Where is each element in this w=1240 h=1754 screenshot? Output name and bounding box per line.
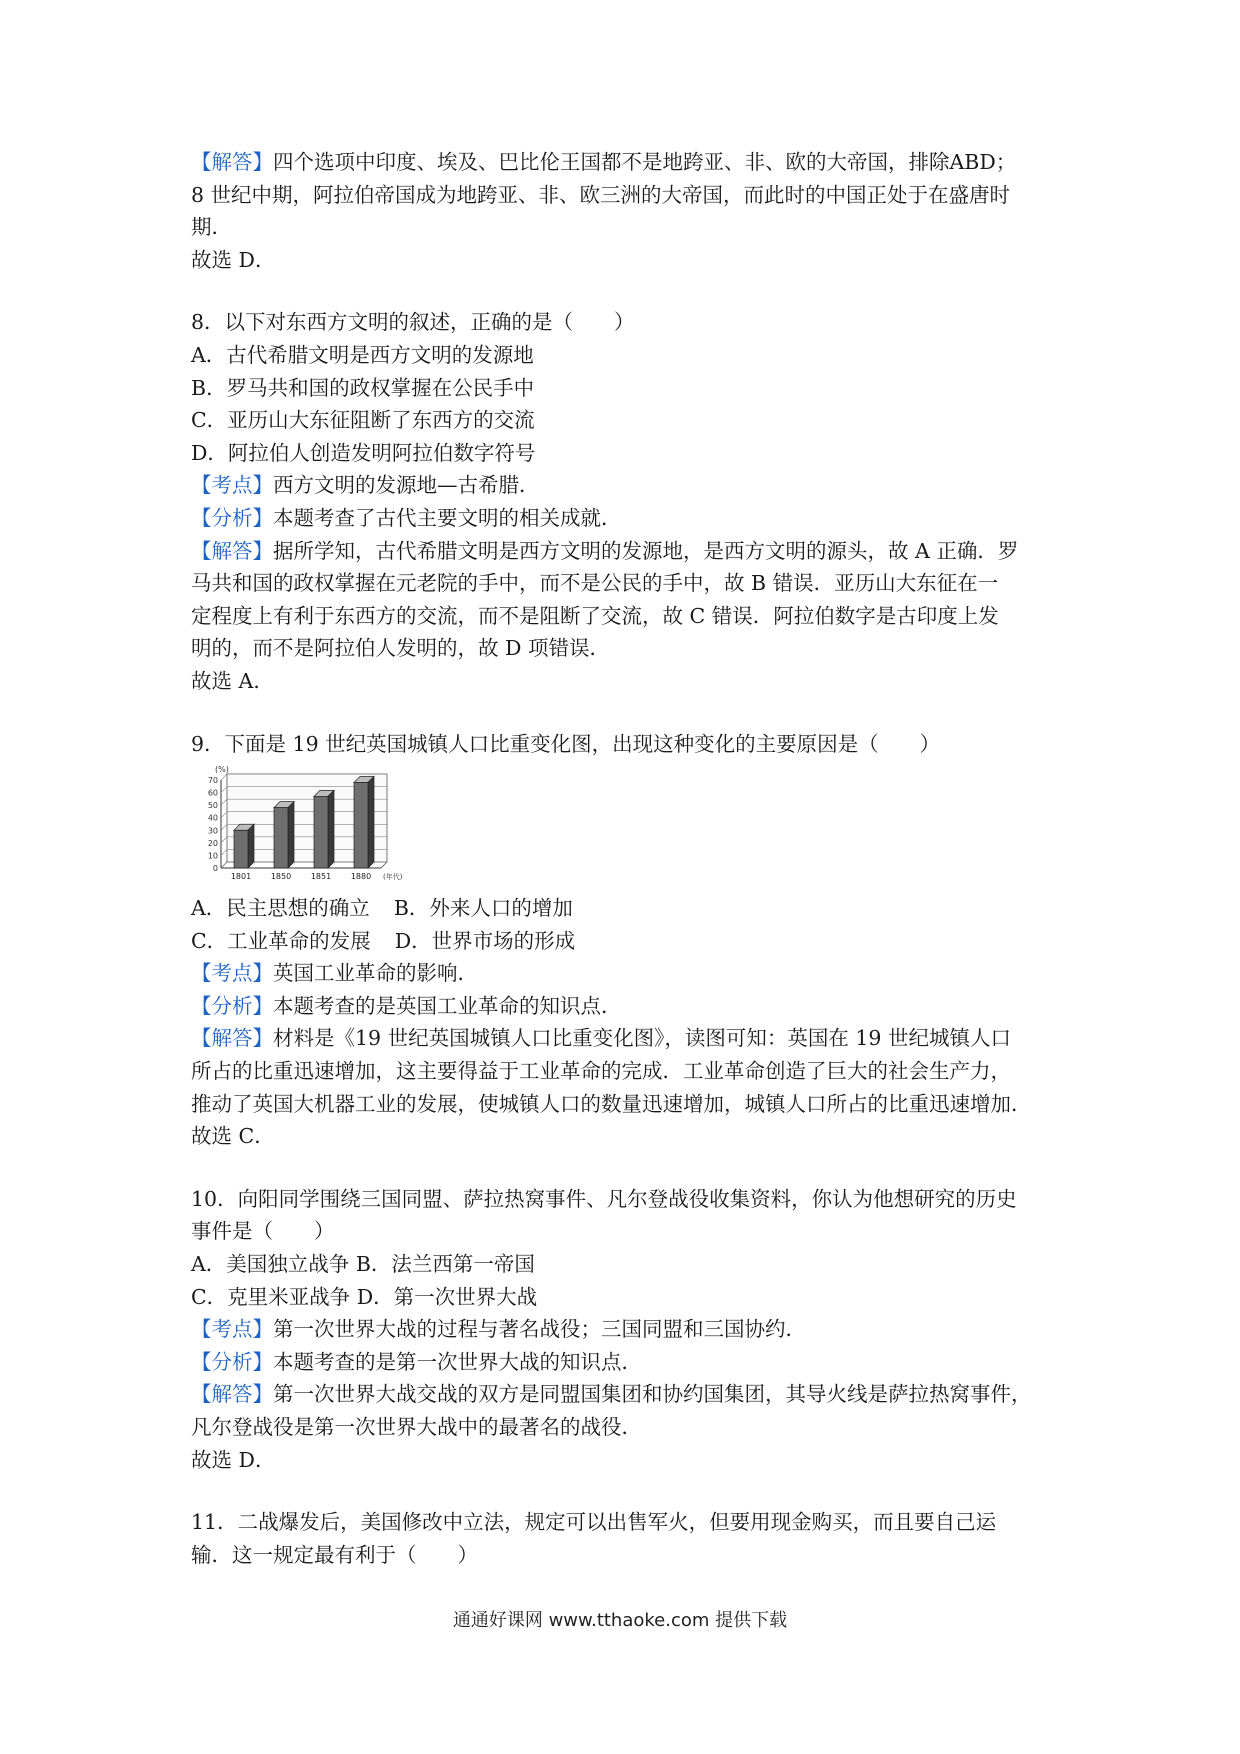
q8-fenxi: 【分析】本题考查了古代主要文明的相关成就． bbox=[191, 505, 622, 530]
q11-question-line-2: 输．这一规定最有利于（ ） bbox=[191, 1542, 478, 1567]
chart-svg bbox=[191, 764, 411, 886]
q8-option-c: C．亚历山大东征阻断了东西方的交流 bbox=[191, 408, 535, 433]
q8-answer-line-2: 马共和国的政权掌握在元老院的手中，而不是公民的手中，故 B 错误．亚历山大东征在一 bbox=[191, 571, 999, 596]
y-tick-label: 0 bbox=[212, 864, 218, 874]
y-tick-label: 30 bbox=[207, 826, 218, 836]
fenxi-tag: 【分析】 bbox=[191, 1349, 273, 1374]
gridline bbox=[221, 812, 227, 818]
bar bbox=[234, 830, 248, 868]
q8-answer-line-1: 【解答】据所学知，古代希腊文明是西方文明的发源地，是西方文明的源头，故 A 正确．罗 bbox=[191, 538, 1019, 563]
fenxi-tag: 【分析】 bbox=[191, 993, 273, 1018]
gridline bbox=[221, 850, 227, 856]
q10-question-line-2: 事件是（ ） bbox=[191, 1219, 335, 1244]
page-footer: 通通好课网 www.tthaoke.com 提供下载 bbox=[452, 1610, 788, 1631]
q9-answer-line-3: 推动了英国大机器工业的发展，使城镇人口的数量迅速增加，城镇人口所占的比重迅速增加． bbox=[191, 1091, 1032, 1116]
q9-option-d: D．世界市场的形成 bbox=[394, 928, 576, 953]
q10-options-row-1: A．美国独立战争 B．法兰西第一帝国 bbox=[191, 1252, 535, 1277]
kaodian-tag: 【考点】 bbox=[191, 473, 273, 498]
q7-answer-line-1: 【解答】四个选项中印度、埃及、巴比伦王国都不是地跨亚、非、欧的大帝国，排除ABD； bbox=[191, 150, 1017, 174]
q8-choice: 故选 A． bbox=[191, 668, 274, 693]
x-tick-label: 1880 bbox=[350, 872, 372, 882]
q9-option-c: C．工业革命的发展 bbox=[191, 928, 371, 953]
q8-option-a: A．古代希腊文明是西方文明的发源地 bbox=[191, 342, 534, 367]
gridline bbox=[221, 862, 227, 868]
q9-option-a: A．民主思想的确立 bbox=[191, 896, 370, 921]
gridline bbox=[221, 824, 227, 830]
q7-choice: 故选 D． bbox=[191, 247, 276, 272]
bar bbox=[354, 783, 368, 868]
y-tick-label: 40 bbox=[207, 813, 218, 823]
page-content bbox=[191, 146, 1061, 1571]
x-tick-label: 1850 bbox=[270, 872, 292, 882]
q10-question-line-1: 10．向阳同学围绕三国同盟、萨拉热窝事件、凡尔登战役收集资料，你认为他想研究的历史 bbox=[191, 1186, 1017, 1211]
kaodian-tag: 【考点】 bbox=[191, 1317, 273, 1342]
q9-option-b: B．外来人口的增加 bbox=[393, 896, 573, 921]
fenxi-tag: 【分析】 bbox=[191, 505, 273, 530]
q8-option-d: D．阿拉伯人创造发明阿拉伯数字符号 bbox=[191, 440, 536, 465]
q9-answer-line-1: 【解答】材料是《19 世纪英国城镇人口比重变化图》，读图可知：英国在 19 世纪城镇人口 bbox=[191, 1026, 1011, 1051]
kaodian-tag: 【考点】 bbox=[191, 961, 273, 986]
q8-answer-line-3: 定程度上有利于东西方的交流，而不是阻断了交流，故 C 错误．阿拉伯数字是古印度上发 bbox=[191, 603, 999, 628]
y-tick-label: 50 bbox=[207, 801, 218, 811]
gridline bbox=[221, 799, 227, 805]
x-tick-label: 1851 bbox=[310, 872, 332, 882]
q9-options-row-1 bbox=[191, 892, 1061, 925]
x-tick-label: 1801 bbox=[230, 872, 252, 882]
y-axis-label: (%) bbox=[215, 765, 229, 775]
q8-question: 8．以下对东西方文明的叙述，正确的是（ ） bbox=[191, 310, 635, 335]
q9-question: 9．下面是 19 世纪英国城镇人口比重变化图，出现这种变化的主要原因是（ ） bbox=[191, 731, 941, 756]
y-tick-label: 10 bbox=[207, 851, 218, 861]
q11-question-line-1: 11．二战爆发后，美国修改中立法，规定可以出售军火，但要用现金购买，而且要自己运 bbox=[191, 1510, 997, 1535]
q8-option-b: B．罗马共和国的政权掌握在公民手中 bbox=[191, 375, 535, 400]
answer-tag: 【解答】 bbox=[191, 150, 273, 174]
q9-answer-line-2: 所占的比重迅速增加，这主要得益于工业革命的完成．工业革命创造了巨大的社会生产力， bbox=[191, 1059, 1011, 1084]
y-tick-label: 70 bbox=[207, 776, 218, 786]
bar-side bbox=[328, 790, 334, 868]
q10-kaodian: 【考点】第一次世界大战的过程与著名战役；三国同盟和三国协约． bbox=[191, 1317, 806, 1342]
q10-options-row-2: C．克里米亚战争 D．第一次世界大战 bbox=[191, 1284, 538, 1309]
q9-kaodian: 【考点】英国工业革命的影响． bbox=[191, 961, 478, 986]
q9-options-row-2 bbox=[191, 925, 1061, 958]
x-axis-label: (年代) bbox=[383, 873, 403, 882]
bar-side bbox=[288, 802, 294, 868]
q9-choice: 故选 C． bbox=[191, 1124, 275, 1149]
q8-answer-line-4: 明的，而不是阿拉伯人发明的，故 D 项错误． bbox=[191, 636, 610, 661]
bar bbox=[314, 796, 328, 868]
q7-answer-line-2: 8 世纪中期，阿拉伯帝国成为地跨亚、非、欧三洲的大帝国，而此时的中国正处于在盛唐时 bbox=[191, 182, 1011, 207]
answer-tag: 【解答】 bbox=[191, 1382, 273, 1407]
bar-side bbox=[248, 824, 254, 868]
urban-population-chart bbox=[191, 764, 411, 886]
answer-tag: 【解答】 bbox=[191, 538, 273, 563]
bar-side bbox=[368, 777, 374, 868]
answer-tag: 【解答】 bbox=[191, 1026, 273, 1051]
gridline bbox=[221, 774, 227, 780]
q7-answer-line-3: 期． bbox=[191, 215, 232, 240]
y-tick-label: 60 bbox=[207, 788, 218, 798]
q10-answer-line-1: 【解答】第一次世界大战交战的双方是同盟国集团和协约国集团，其导火线是萨拉热窝事件， bbox=[191, 1382, 1032, 1407]
q10-fenxi: 【分析】本题考查的是第一次世界大战的知识点． bbox=[191, 1349, 642, 1374]
q10-answer-line-2: 凡尔登战役是第一次世界大战中的最著名的战役． bbox=[191, 1415, 642, 1439]
gridline bbox=[221, 837, 227, 843]
q9-fenxi: 【分析】本题考查的是英国工业革命的知识点． bbox=[191, 993, 622, 1018]
q10-choice: 故选 D． bbox=[191, 1447, 276, 1472]
q8-kaodian: 【考点】西方文明的发源地—古希腊． bbox=[191, 473, 540, 498]
gridline bbox=[221, 787, 227, 793]
chart-floor-edge bbox=[381, 862, 387, 868]
bar bbox=[274, 808, 288, 868]
y-tick-label: 20 bbox=[207, 838, 218, 848]
